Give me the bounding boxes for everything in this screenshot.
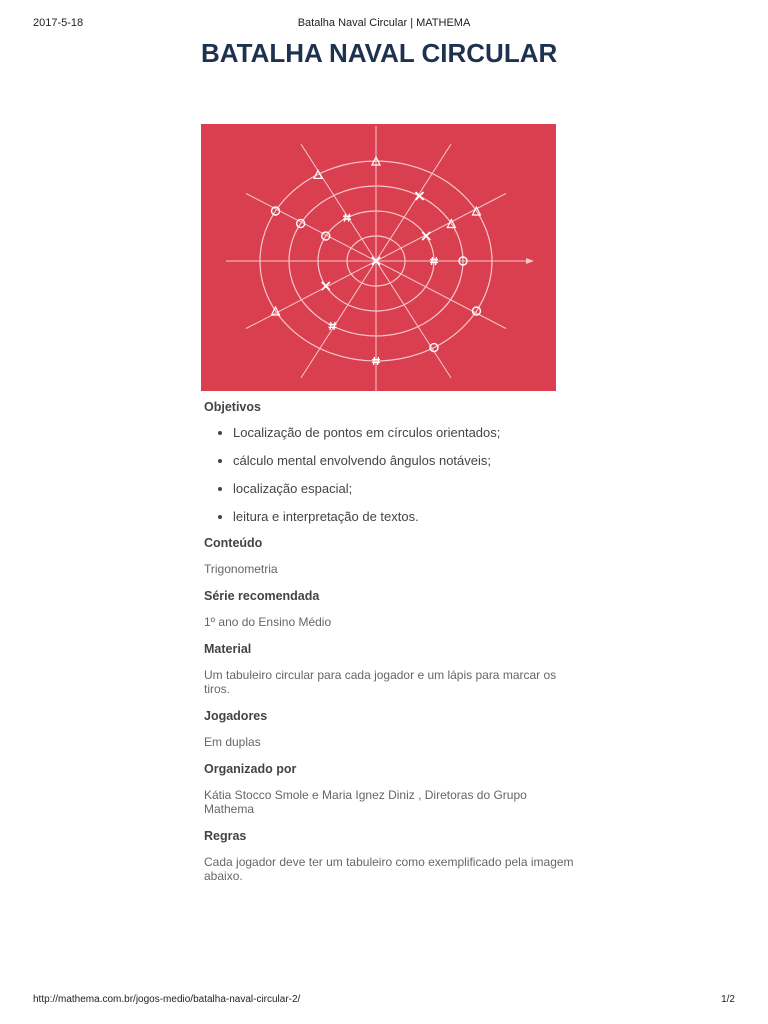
serie-text: 1º ano do Ensino Médio <box>204 615 332 629</box>
objetivos-item: • cálculo mental envolvendo ângulos notáveis; <box>233 454 574 468</box>
print-page-title: Batalha Naval Circular | MATHEMA <box>297 17 471 29</box>
jogadores-text: Em duplas <box>204 735 261 749</box>
objetivos-item: • leitura e interpretação de textos. <box>233 510 574 524</box>
print-page-number: 1/2 <box>721 994 735 1005</box>
objetivos-list <box>204 426 574 524</box>
page-title: BATALHA NAVAL CIRCULAR <box>201 38 558 68</box>
regras-text: Cada jogador deve ter um tabuleiro como exemplificado pela imagem abaixo. <box>204 855 574 883</box>
material-text: Um tabuleiro circular para cada jogador e um lápis para marcar os tiros. <box>204 668 557 696</box>
objetivos-heading: Objetivos <box>204 400 261 414</box>
objetivos-item: • localização espacial; <box>233 482 574 496</box>
serie-heading: Série recomendada <box>204 589 320 603</box>
print-date: 2017-5-18 <box>33 17 84 29</box>
circular-board-image <box>201 124 556 391</box>
organizado-text: Kátia Stocco Smole e Maria Ignez Diniz , Diretoras do Grupo Mathema <box>204 788 527 816</box>
material-heading: Material <box>204 642 252 656</box>
organizado-heading: Organizado por <box>204 762 297 776</box>
regras-heading: Regras <box>204 829 247 843</box>
objetivos-item: • Localização de pontos em círculos orientados; <box>233 426 574 440</box>
conteudo-text: Trigonometria <box>204 562 278 576</box>
conteudo-heading: Conteúdo <box>204 536 263 550</box>
game-info <box>204 400 574 883</box>
print-url: http://mathema.com.br/jogos-medio/batalha-naval-circular-2/ <box>33 994 301 1005</box>
jogadores-heading: Jogadores <box>204 709 268 723</box>
